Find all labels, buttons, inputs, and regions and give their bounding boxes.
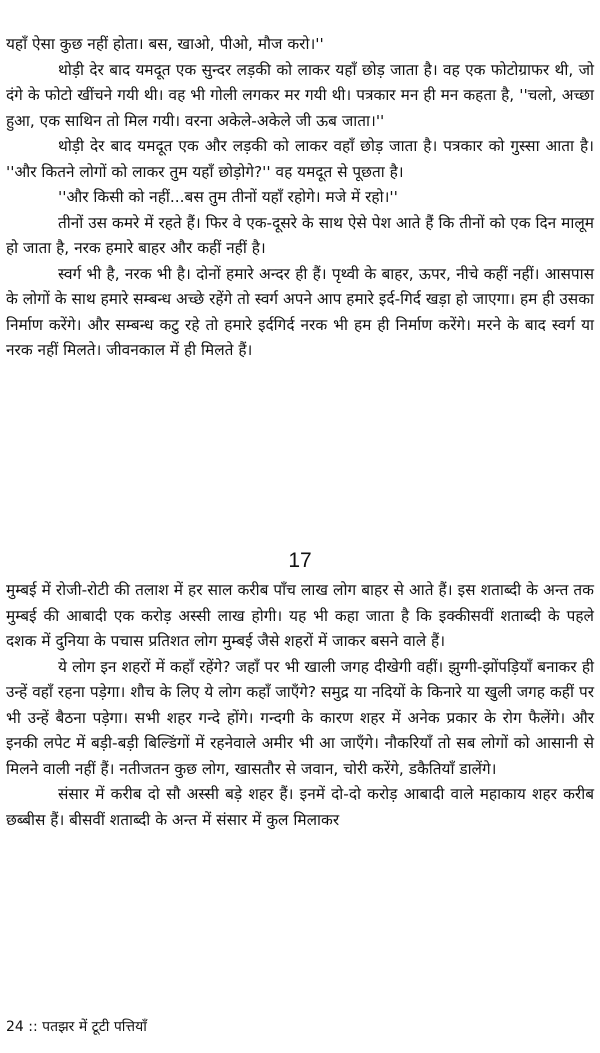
paragraph: थोड़ी देर बाद यमदूत एक सुन्दर लड़की को लाकर यहाँ छोड़ जाता है। वह एक फोटोग्राफर थी, जो दंगे के फोटो खींचने गयी थी। वह भी गोली लगकर मर गयी थी। पत्रकार मन ही मन कहता है, ''चलो, अच्छा हुआ, एक साथिन तो मिल गयी। वरना अकेले-अकेले जी ऊब जाता।'' <box>6 60 594 130</box>
paragraph: तीनों उस कमरे में रहते हैं। फिर वे एक-दूसरे के साथ ऐसे पेश आते हैं कि तीनों को एक दिन मालूम हो जाता है, नरक हमारे बाहर और कहीं नहीं है। <box>6 213 594 257</box>
chapter-number: 17 <box>288 549 312 572</box>
paragraph-continuation: यहाँ ऐसा कुछ नहीं होता। बस, खाओ, पीओ, मौज करो।'' <box>6 35 324 53</box>
section-one <box>0 32 600 364</box>
paragraph: मुम्बई में रोजी-रोटी की तलाश में हर साल करीब पाँच लाख लोग बाहर से आते हैं। इस शताब्दी के अन्त तक मुम्बई की आबादी एक करोड़ अस्सी लाख होगी। यह भी कहा जाता है कि इक्कीसवीं शताब्दी के पहले दशक में दुनिया के पचास प्रतिशत लोग मुम्बई जैसे शहरों में जाकर बसने वाले हैं। <box>6 581 594 650</box>
paragraph: संसार में करीब दो सौ अस्सी बड़े शहर हैं। इनमें दो-दो करोड़ आबादी वाले महाकाय शहर करीब छब्बीस हैं। बीसवीं शताब्दी के अन्त में संसार में कुल मिलाकर <box>6 785 594 829</box>
section-two <box>0 578 600 833</box>
paragraph-dialogue: ''और किसी को नहीं...बस तुम तीनों यहाँ रहोगे। मजे में रहो।'' <box>58 188 398 206</box>
paragraph: थोड़ी देर बाद यमदूत एक और लड़की को लाकर वहाँ छोड़ जाता है। पत्रकार को गुस्सा आता है। ''और कितने लोगों को लाकर तुम यहाँ छोड़ोगे?'' वह यमदूत से पूछता है। <box>6 137 594 181</box>
page-footer: 24 :: पतझर में टूटी पत्तियाँ <box>6 1019 147 1035</box>
paragraph: ये लोग इन शहरों में कहाँ रहेंगे? जहाँ पर भी खाली जगह दीखेगी वहीं। झुग्गी-झोंपड़ियाँ बनाकर ही उन्हें वहाँ रहना पड़ेगा। शौच के लिए ये लोग कहाँ जाएँगे? समुद्र या नदियों के किनारे या खुली जगह कहीं पर भी उन्हें बैठना पड़ेगा। सभी शहर गन्दे होंगे। गन्दगी के कारण शहर में अनेक प्रकार के रोग फैलेंगे। और इनकी लपेट में बड़ी-बड़ी बिल्डिंगों में रहनेवाले अमीर भी आ जाएँगे। नौकरियाँ तो सब लोगों को आसानी से मिलने वाली नहीं हैं। नतीजतन कुछ लोग, खासतौर से जवान, चोरी करेंगे, डकैतियाँ डालेंगे। <box>6 657 594 778</box>
paragraph: स्वर्ग भी है, नरक भी है। दोनों हमारे अन्दर ही हैं। पृथ्वी के बाहर, ऊपर, नीचे कहीं नहीं। आसपास के लोगों के साथ हमारे सम्बन्ध अच्छे रहेंगे तो स्वर्ग अपने आप हमारे इर्द-गिर्द खड़ा हो जाएगा। हम ही उसका निर्माण करेंगे। और सम्बन्ध कटु रहे तो हमारे इर्दगिर्द नरक भी हम ही निर्माण करेंगे। मरने के बाद स्वर्ग या नरक नहीं मिलते। जीवनकाल में ही मिलते हैं। <box>6 264 594 359</box>
